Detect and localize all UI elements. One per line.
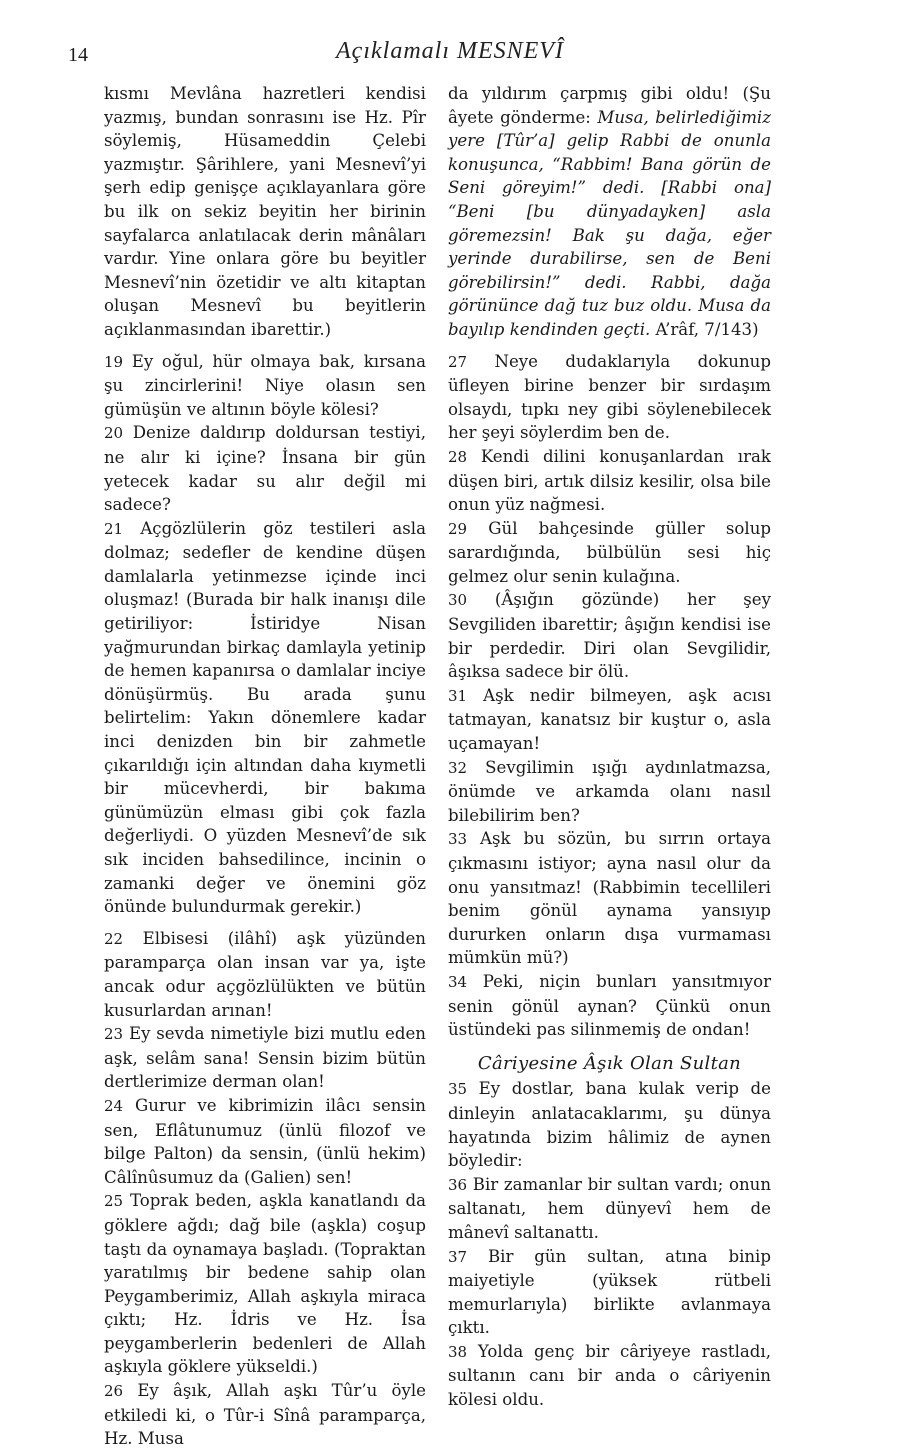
verse-text: Ey sevda nimetiyle bizi mutlu eden aşk, selâm sana! Sensin bizim bütün dertlerimize derman olan! [104, 1024, 426, 1092]
verse-text: Peki, niçin bunları yansıtmıyor senin gönül aynan? Çünkü onun üstündeki pas silinmemiş de ondan! [448, 971, 772, 1040]
verse-text: (Âşığın gözünde) her şey Sevgiliden ibarettir; âşığın kendisi ise bir perdedir. Diri olan Sevgilidir, âşıksa sadece bir ölü. [448, 590, 771, 682]
section-heading: Câriyesine Âşık Olan Sultan [477, 1052, 742, 1074]
verse-number: 34 [448, 972, 468, 991]
verse-text: Neye dudaklarıyla dokunup üfleyen birine benzer bir sırdaşım olsaydı, tıpkı ney gibi söylenebilecek her şeyi söylerdim ben de. [448, 351, 771, 443]
verse [104, 350, 426, 422]
verse-number: 24 [104, 1096, 124, 1115]
verse [448, 350, 771, 445]
verse [448, 684, 771, 756]
verse-number: 33 [448, 830, 468, 849]
verse-text: Aşk nedir bilmeyen, aşk acısı tatmayan, kanatsız bir kuştur o, asla uçamayan! [448, 685, 772, 754]
verse [104, 1094, 426, 1189]
verse-text: Yolda genç bir câriyeye rastladı, sultanın canı bir anda o câriyenin kölesi oldu. [448, 1341, 771, 1410]
verse [448, 756, 771, 828]
verse-text: Elbisesi (ilâhî) aşk yüzünden paramparça olan insan var ya, işte ancak odur açgözlülükten ve bütün kusurlardan arınan! [104, 928, 426, 1020]
quote-reference: A’râf, 7/143) [650, 319, 759, 339]
verse-text: Gül bahçesinde güller solup sarardığında, bülbülün sesi hiç gelmez olur senin kulağına. [448, 518, 772, 586]
verse [448, 517, 771, 589]
section-verse-list [448, 1077, 771, 1411]
verse-number: 21 [104, 519, 124, 538]
verse [104, 1022, 426, 1094]
verse-text: Sevgilimin ışığı aydınlatmazsa, önümde ve arkamda olanı nasıl bilebilirim ben? [448, 757, 772, 825]
verse-number: 36 [448, 1175, 468, 1194]
left-verse-list [104, 350, 426, 1451]
verse-number: 27 [448, 352, 468, 371]
verse-text: Kendi dilini konuşanlardan ırak düşen biri, artık dilsiz kesilir, olsa bile onun yüz nağmesi. [448, 446, 771, 515]
verse-number: 30 [448, 591, 468, 610]
verse-text: Aşk bu sözün, bu sırrın ortaya çıkmasını istiyor; ayna nasıl olur da onu yansıtmaz! (Rabbimin tecellileri benim gönül aynama yansıyıp dururken onların dışa vurmaması mümkün mü?) [448, 829, 771, 968]
verse [448, 1173, 771, 1245]
verse-number: 31 [448, 686, 468, 705]
verse [448, 827, 771, 970]
verse [448, 1077, 771, 1172]
page-number: 14 [68, 44, 88, 66]
verse-number: 19 [104, 352, 124, 371]
verse-number: 26 [104, 1382, 124, 1401]
verse-number: 35 [448, 1080, 468, 1099]
verse [448, 970, 771, 1042]
verse-text: Bir gün sultan, atına binip maiyetiyle (yüksek rütbeli memurlarıyla) birlikte avlanmaya çıktı. [448, 1246, 771, 1338]
verse [448, 588, 771, 683]
verse-number: 38 [448, 1342, 468, 1361]
verse-text: Gurur ve kibrimizin ilâcı sensin sen, Eflâtunumuz (ünlü filozof ve bilge Palton) da sensin, (ünlü hekim) Câlînûsumuz da (Galien) sen! [104, 1095, 426, 1187]
verse [448, 1245, 771, 1340]
intro-paragraph: kısmı Mevlâna hazretleri kendisi yazmış, bundan sonrasını ise Hz. Pîr söylemiş, Hüsameddin Çelebi yazmıştır. Şârihlere, yani Mesnevî’yi şerh edip genişçe açıklayanlara göre bu ilk on sekiz beyitin her birinin sayfalarca anlatılacak derin mânâları vardır. Yine onlara göre bu beyitler Mesnevî’nin özetidir ve altı kitaptan oluşan Mesnevî bu beyitlerin açıklanmasından ibarettir.) [104, 84, 426, 339]
verse-text: Ey âşık, Allah aşkı Tûr’u öyle etkiledi ki, o Tûr-i Sînâ paramparça, Hz. Musa [104, 1381, 426, 1449]
verse-number: 37 [448, 1247, 468, 1266]
right-column [448, 82, 771, 1412]
verse-number: 25 [104, 1192, 124, 1211]
verse-number: 28 [448, 447, 468, 466]
verse-text: Toprak beden, aşkla kanatlandı da göklere ağdı; dağ bile (aşkla) coşup taştı da oynamaya başladı. (Topraktan yaratılmış bir bedene sahip olan Peygamberimiz, Allah aşkıyla miraca çıktı; Hz. İdris ve Hz. İsa peygamberlerin bedenleri de Allah aşkıyla göklere yükseldi.) [104, 1191, 426, 1377]
verse-number: 20 [104, 424, 124, 443]
verse-text: Bir zamanlar bir sultan vardı; onun saltanatı, hem dünyevî hem de mânevî saltanattı. [448, 1174, 771, 1242]
verse [448, 1340, 771, 1412]
verse-number: 23 [104, 1025, 124, 1044]
left-column [104, 82, 426, 1451]
verse-26-continuation [448, 82, 771, 342]
verse [104, 421, 426, 516]
verse-number: 29 [448, 519, 468, 538]
quran-quote: Musa, belirlediğimiz yere [Tûr’a] gelip Rabbi de onunla konuşunca, “Rabbim! Bana görün de Seni göreyim!” dedi. [Rabbi ona] “Beni [bu dünyadayken] asla göremezsin! Bak şu dağa, eğer yerinde durabilirse, sen de Beni görebilirsin!” dedi. Rabbi, dağa görününce dağ tuz buz oldu. Musa da bayılıp kendinden geçti. [448, 107, 771, 339]
verse-number: 32 [448, 758, 468, 777]
right-verse-list [448, 350, 771, 1042]
verse-text: Açgözlülerin göz testileri asla dolmaz; sedefler de kendine düşen damlalarla yetinmezse içinde inci oluşmaz! (Burada bir halk inanışı dile getiriliyor: İstiridye Nisan yağmurundan birkaç damlayla yetinip de hemen kapanırsa o damlalar inciye dönüşürmüş. Bu arada şunu belirtelim: Yakın dönemlere kadar inci denizden bin bir zahmetle çıkarıldığı için altından daha kıymetli bir mücevherdi, bir bakıma günümüzün elması gibi çok fazla değerliydi. O yüzden Mesnevî’de sık sık inciden bahsedilince, incinin o zamanki değer ve önemini göz önünde bulundurmak gerekir.) [104, 518, 426, 917]
verse [104, 1189, 426, 1379]
verse-number: 22 [104, 929, 124, 948]
verse [104, 927, 426, 1022]
verse [104, 517, 426, 919]
verse-text: Denize daldırıp doldursan testiyi, ne alır ki içine? İnsana bir gün yetecek kadar su alır değil mi sadece? [104, 423, 426, 515]
verse-text: Ey dostlar, bana kulak verip de dinleyin anlatacaklarımı, şu dünya hayatında bizim hâlimiz de aynen böyledir: [448, 1079, 771, 1171]
verse [448, 445, 771, 517]
running-title: Açıklamalı MESNEVÎ [336, 38, 564, 64]
verse-text: Ey oğul, hür olmaya bak, kırsana şu zincirlerini! Niye olasın sen gümüşün ve altının böyle kölesi? [104, 351, 426, 419]
continuation-plain: da yıldırım çarpmış gibi oldu! (Şu âyete gönderme: [448, 84, 771, 127]
verse [104, 1379, 426, 1451]
